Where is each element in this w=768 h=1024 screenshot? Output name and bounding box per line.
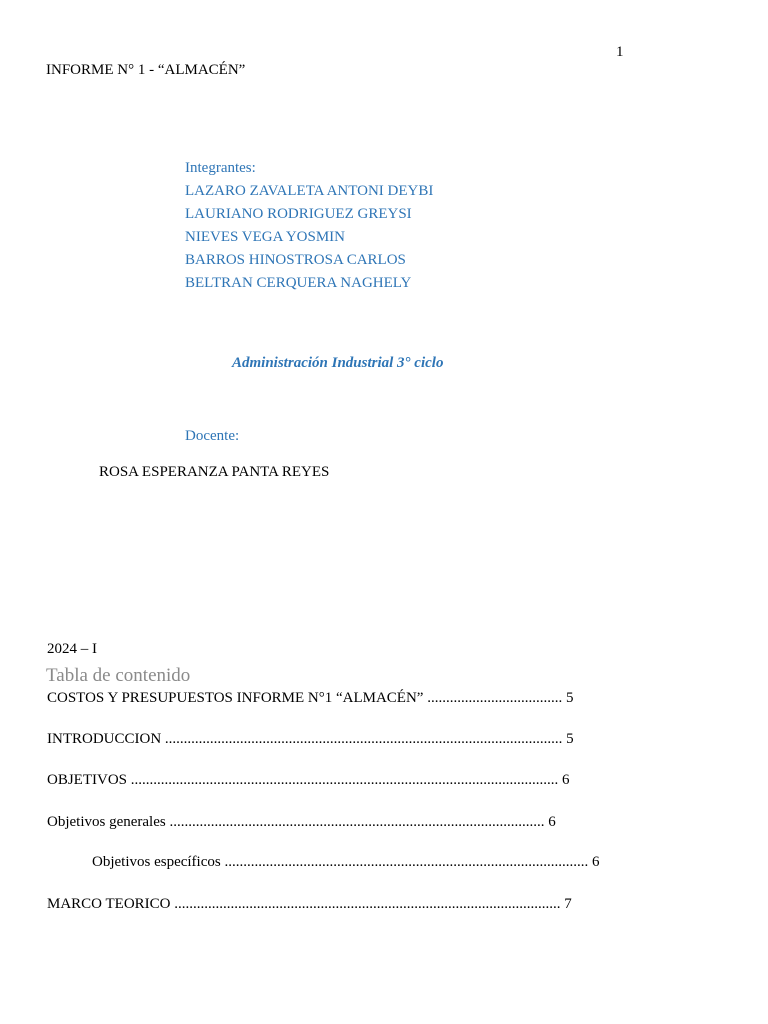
academic-period: 2024 – I (47, 641, 97, 657)
member-name: LAURIANO RODRIGUEZ GREYSI (185, 206, 412, 222)
member-name: BARROS HINOSTROSA CARLOS (185, 252, 406, 268)
toc-entry[interactable]: INTRODUCCION .......................................................................................................... 5 (47, 731, 574, 747)
member-name: NIEVES VEGA YOSMIN (185, 229, 346, 245)
teacher-name: ROSA ESPERANZA PANTA REYES (99, 464, 330, 480)
teacher-label: Docente: (185, 428, 240, 444)
page-number: 1 (616, 44, 624, 60)
toc-heading: Tabla de contenido (46, 665, 191, 686)
toc-entry[interactable]: OBJETIVOS .................................................................................................................. 6 (47, 772, 570, 788)
member-name: LAZARO ZAVALETA ANTONI DEYBI (185, 183, 434, 199)
toc-entry[interactable]: MARCO TEORICO ....................................................................................................... 7 (47, 896, 572, 912)
course-line: Administración Industrial 3° ciclo (232, 355, 444, 371)
members-block (185, 157, 433, 295)
toc-entry[interactable]: Objetivos específicos ................................................................................................. 6 (92, 854, 600, 870)
report-title: INFORME N° 1 - “ALMACÉN” (46, 62, 246, 78)
toc-entry[interactable]: Objetivos generales .................................................................................................... 6 (47, 814, 556, 830)
member-name: BELTRAN CERQUERA NAGHELY (185, 275, 412, 291)
toc-entry[interactable]: COSTOS Y PRESUPUESTOS INFORME N°1 “ALMACÉN” .................................... 5 (47, 690, 574, 706)
members-label: Integrantes: (185, 160, 256, 176)
